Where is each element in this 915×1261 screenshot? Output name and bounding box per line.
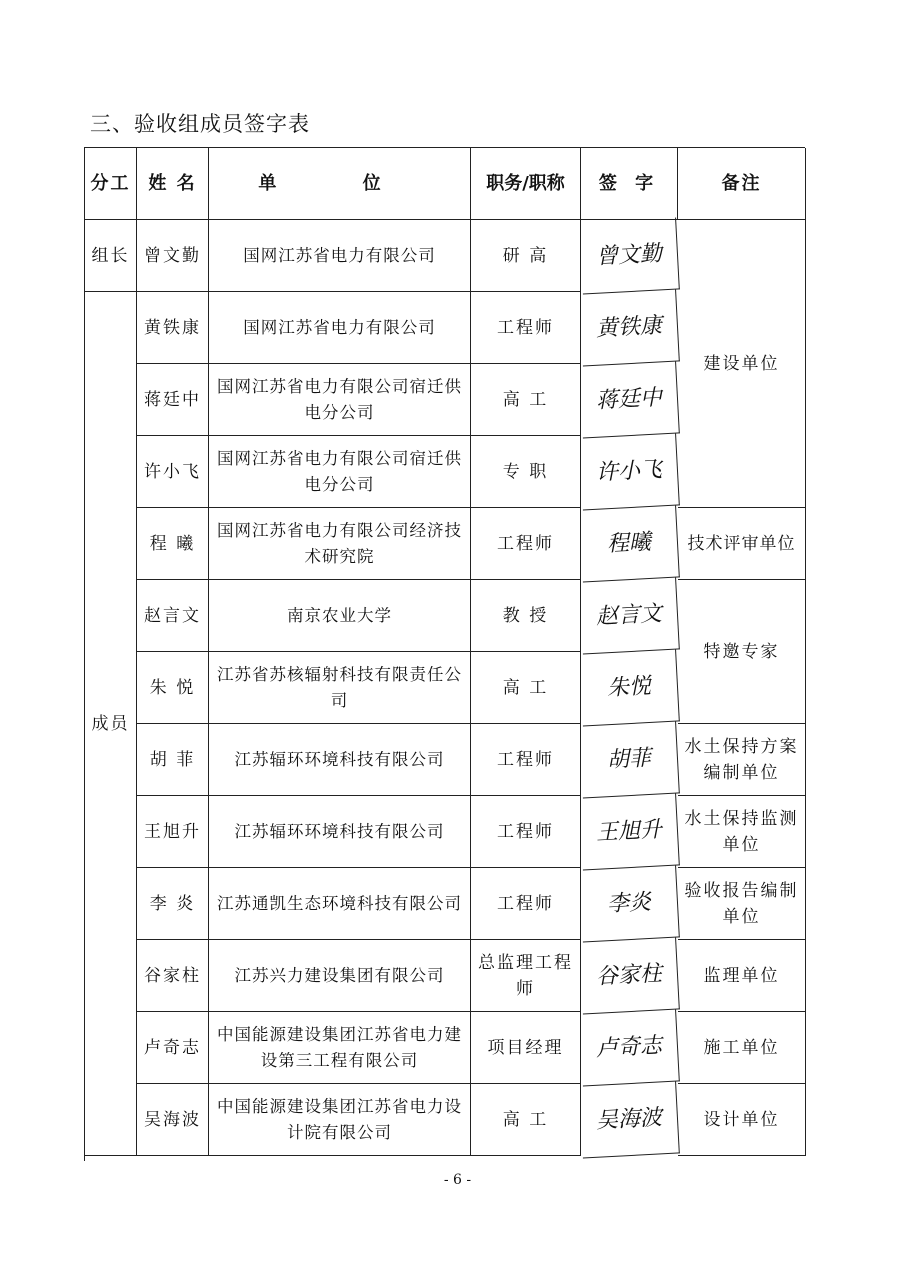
member-unit: 国网江苏省电力有限公司宿迁供电分公司 (209, 364, 471, 436)
member-position: 高 工 (471, 652, 581, 724)
member-signature: 蒋廷中 (579, 362, 680, 439)
remark-experts: 特邀专家 (678, 580, 806, 724)
member-unit: 江苏辐环环境科技有限公司 (209, 724, 471, 796)
member-position: 工程师 (471, 508, 581, 580)
member-name: 卢奇志 (137, 1012, 209, 1084)
member-signature: 李炎 (579, 866, 680, 943)
remark-report: 验收报告编制单位 (678, 868, 806, 940)
member-unit: 中国能源建设集团江苏省电力建设第三工程有限公司 (209, 1012, 471, 1084)
member-position: 教 授 (471, 580, 581, 652)
member-name: 曾文勤 (137, 220, 209, 292)
member-signature: 曾文勤 (579, 218, 680, 295)
member-position: 工程师 (471, 796, 581, 868)
member-unit: 江苏通凯生态环境科技有限公司 (209, 868, 471, 940)
member-name: 吴海波 (137, 1084, 209, 1156)
member-signature: 卢奇志 (579, 1010, 680, 1087)
member-name: 黄铁康 (137, 292, 209, 364)
member-name: 蒋廷中 (137, 364, 209, 436)
member-signature: 黄铁康 (579, 290, 680, 367)
remark-builder: 施工单位 (678, 1012, 806, 1084)
role-member: 成员 (85, 292, 137, 1156)
member-unit: 江苏辐环环境科技有限公司 (209, 796, 471, 868)
member-name: 王旭升 (137, 796, 209, 868)
member-name: 朱 悦 (137, 652, 209, 724)
member-unit: 江苏省苏核辐射科技有限责任公司 (209, 652, 471, 724)
header-signature: 签 字 (581, 148, 678, 220)
remark-construction: 建设单位 (678, 220, 806, 508)
member-position: 项目经理 (471, 1012, 581, 1084)
role-leader: 组长 (85, 220, 137, 292)
remark-supervision: 监理单位 (678, 940, 806, 1012)
member-name: 赵言文 (137, 580, 209, 652)
member-position: 研 高 (471, 220, 581, 292)
member-signature: 谷家柱 (579, 938, 680, 1015)
member-unit: 南京农业大学 (209, 580, 471, 652)
member-name: 谷家柱 (137, 940, 209, 1012)
member-name: 胡 菲 (137, 724, 209, 796)
member-signature: 胡菲 (579, 722, 680, 799)
member-unit: 国网江苏省电力有限公司 (209, 292, 471, 364)
member-position: 高 工 (471, 1084, 581, 1156)
member-unit: 国网江苏省电力有限公司经济技术研究院 (209, 508, 471, 580)
member-signature: 王旭升 (579, 794, 680, 871)
header-role: 分工 (85, 148, 137, 220)
member-signature: 许小飞 (579, 434, 680, 511)
member-signature: 吴海波 (579, 1082, 680, 1159)
member-signature: 赵言文 (579, 578, 680, 655)
remark-design: 设计单位 (678, 1084, 806, 1156)
remark-soil-plan: 水土保持方案编制单位 (678, 724, 806, 796)
header-position: 职务/职称 (471, 148, 581, 220)
member-signature: 朱悦 (579, 650, 680, 727)
member-position: 工程师 (471, 724, 581, 796)
member-unit: 国网江苏省电力有限公司 (209, 220, 471, 292)
member-position: 高 工 (471, 364, 581, 436)
member-position: 总监理工程师 (471, 940, 581, 1012)
member-position: 专 职 (471, 436, 581, 508)
remark-soil-monitor: 水土保持监测单位 (678, 796, 806, 868)
remark-review: 技术评审单位 (678, 508, 806, 580)
signature-table (84, 147, 805, 1161)
member-unit: 国网江苏省电力有限公司宿迁供电分公司 (209, 436, 471, 508)
header-remark: 备注 (678, 148, 806, 220)
header-unit: 单 位 (209, 148, 471, 220)
member-position: 工程师 (471, 292, 581, 364)
member-name: 程 曦 (137, 508, 209, 580)
member-name: 李 炎 (137, 868, 209, 940)
member-unit: 江苏兴力建设集团有限公司 (209, 940, 471, 1012)
member-name: 许小飞 (137, 436, 209, 508)
page-title: 三、验收组成员签字表 (90, 112, 310, 136)
header-name: 姓 名 (137, 148, 209, 220)
page-number: - 6 - (443, 1172, 472, 1188)
member-unit: 中国能源建设集团江苏省电力设计院有限公司 (209, 1084, 471, 1156)
member-signature: 程曦 (579, 506, 680, 583)
member-position: 工程师 (471, 868, 581, 940)
